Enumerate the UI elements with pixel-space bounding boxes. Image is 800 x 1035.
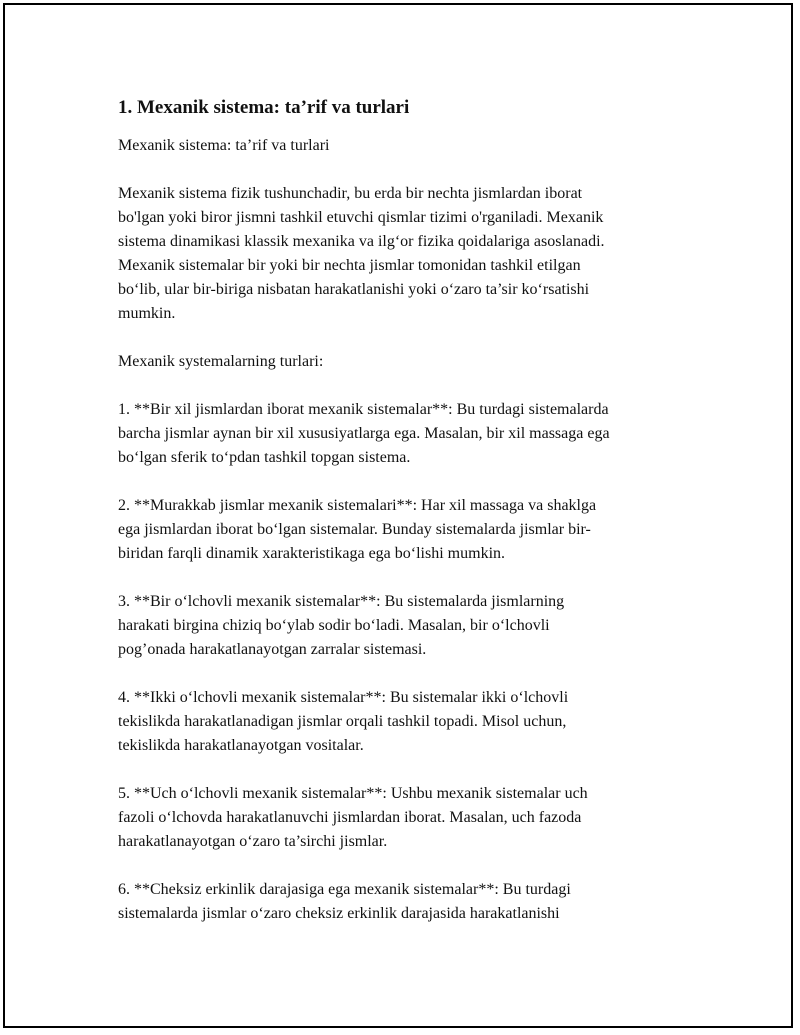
list-item-line: sistemalarda jismlar o‘zaro cheksiz erkinlik darajasida harakatlanishi: [118, 905, 560, 922]
list-item-line: 2. **Murakkab jismlar mexanik sistemalari**: Har xil massaga va shaklga: [118, 497, 597, 514]
list-item-4: [118, 686, 678, 758]
list-item-5: [118, 782, 678, 854]
list-item-line: harakatlanayotgan o‘zaro ta’sirchi jismlar.: [118, 833, 388, 850]
list-item-line: harakati birgina chiziq bo‘ylab sodir bo‘ladi. Masalan, bir o‘lchovli: [118, 617, 550, 634]
list-item-6: [118, 878, 678, 926]
list-item-line: fazoli o‘lchovda harakatlanuvchi jismlardan iborat. Masalan, uch fazoda: [118, 809, 582, 826]
intro-line: mumkin.: [118, 305, 176, 322]
list-item-3: [118, 590, 678, 662]
list-item-line: barcha jismlar aynan bir xil xususiyatlarga ega. Masalan, bir xil massaga ega: [118, 425, 610, 442]
list-item-line: tekislikda harakatlanadigan jismlar orqali tashkil topadi. Misol uchun,: [118, 713, 567, 730]
intro-paragraph: [118, 182, 678, 326]
list-item-line: ega jismlardan iborat bo‘lgan sistemalar. Bunday sistemalarda jismlar bir-: [118, 521, 591, 538]
list-item-1: [118, 398, 678, 470]
list-item-line: bo‘lgan sferik to‘pdan tashkil topgan sistema.: [118, 449, 411, 466]
intro-line: Mexanik sistemalar bir yoki bir nechta jismlar tomonidan tashkil etilgan: [118, 257, 581, 274]
list-item-line: pog’onada harakatlanayotgan zarralar sistemasi.: [118, 641, 427, 658]
list-item-line: tekislikda harakatlanayotgan vositalar.: [118, 737, 364, 754]
list-item-line: biridan farqli dinamik xarakteristikaga ega bo‘lishi mumkin.: [118, 545, 506, 562]
list-item-line: 3. **Bir o‘lchovli mexanik sistemalar**: Bu sistemalarda jismlarning: [118, 593, 565, 610]
intro-line: Mexanik sistema fizik tushunchadir, bu erda bir nechta jismlardan iborat: [118, 185, 583, 202]
section-subtitle: Mexanik sistema: ta’rif va turlari: [118, 137, 330, 154]
document-body: [118, 96, 678, 926]
list-item-line: 6. **Cheksiz erkinlik darajasiga ega mexanik sistemalar**: Bu turdagi: [118, 881, 571, 898]
section-heading: 1. Mexanik sistema: ta’rif va turlari: [118, 97, 410, 118]
intro-line: bo'lgan yoki biror jismni tashkil etuvchi qismlar tizimi o'rganiladi. Mexanik: [118, 209, 604, 226]
types-heading: Mexanik systemalarning turlari:: [118, 353, 324, 370]
intro-line: sistema dinamikasi klassik mexanika va ilg‘or fizika qoidalariga asoslanadi.: [118, 233, 605, 250]
list-item-line: 1. **Bir xil jismlardan iborat mexanik sistemalar**: Bu turdagi sistemalarda: [118, 401, 609, 418]
list-item-line: 4. **Ikki o‘lchovli mexanik sistemalar**: Bu sistemalar ikki o‘lchovli: [118, 689, 569, 706]
list-item-2: [118, 494, 678, 566]
intro-line: bo‘lib, ular bir-biriga nisbatan harakatlanishi yoki o‘zaro ta’sir ko‘rsatishi: [118, 281, 590, 298]
list-item-line: 5. **Uch o‘lchovli mexanik sistemalar**: Ushbu mexanik sistemalar uch: [118, 785, 588, 802]
